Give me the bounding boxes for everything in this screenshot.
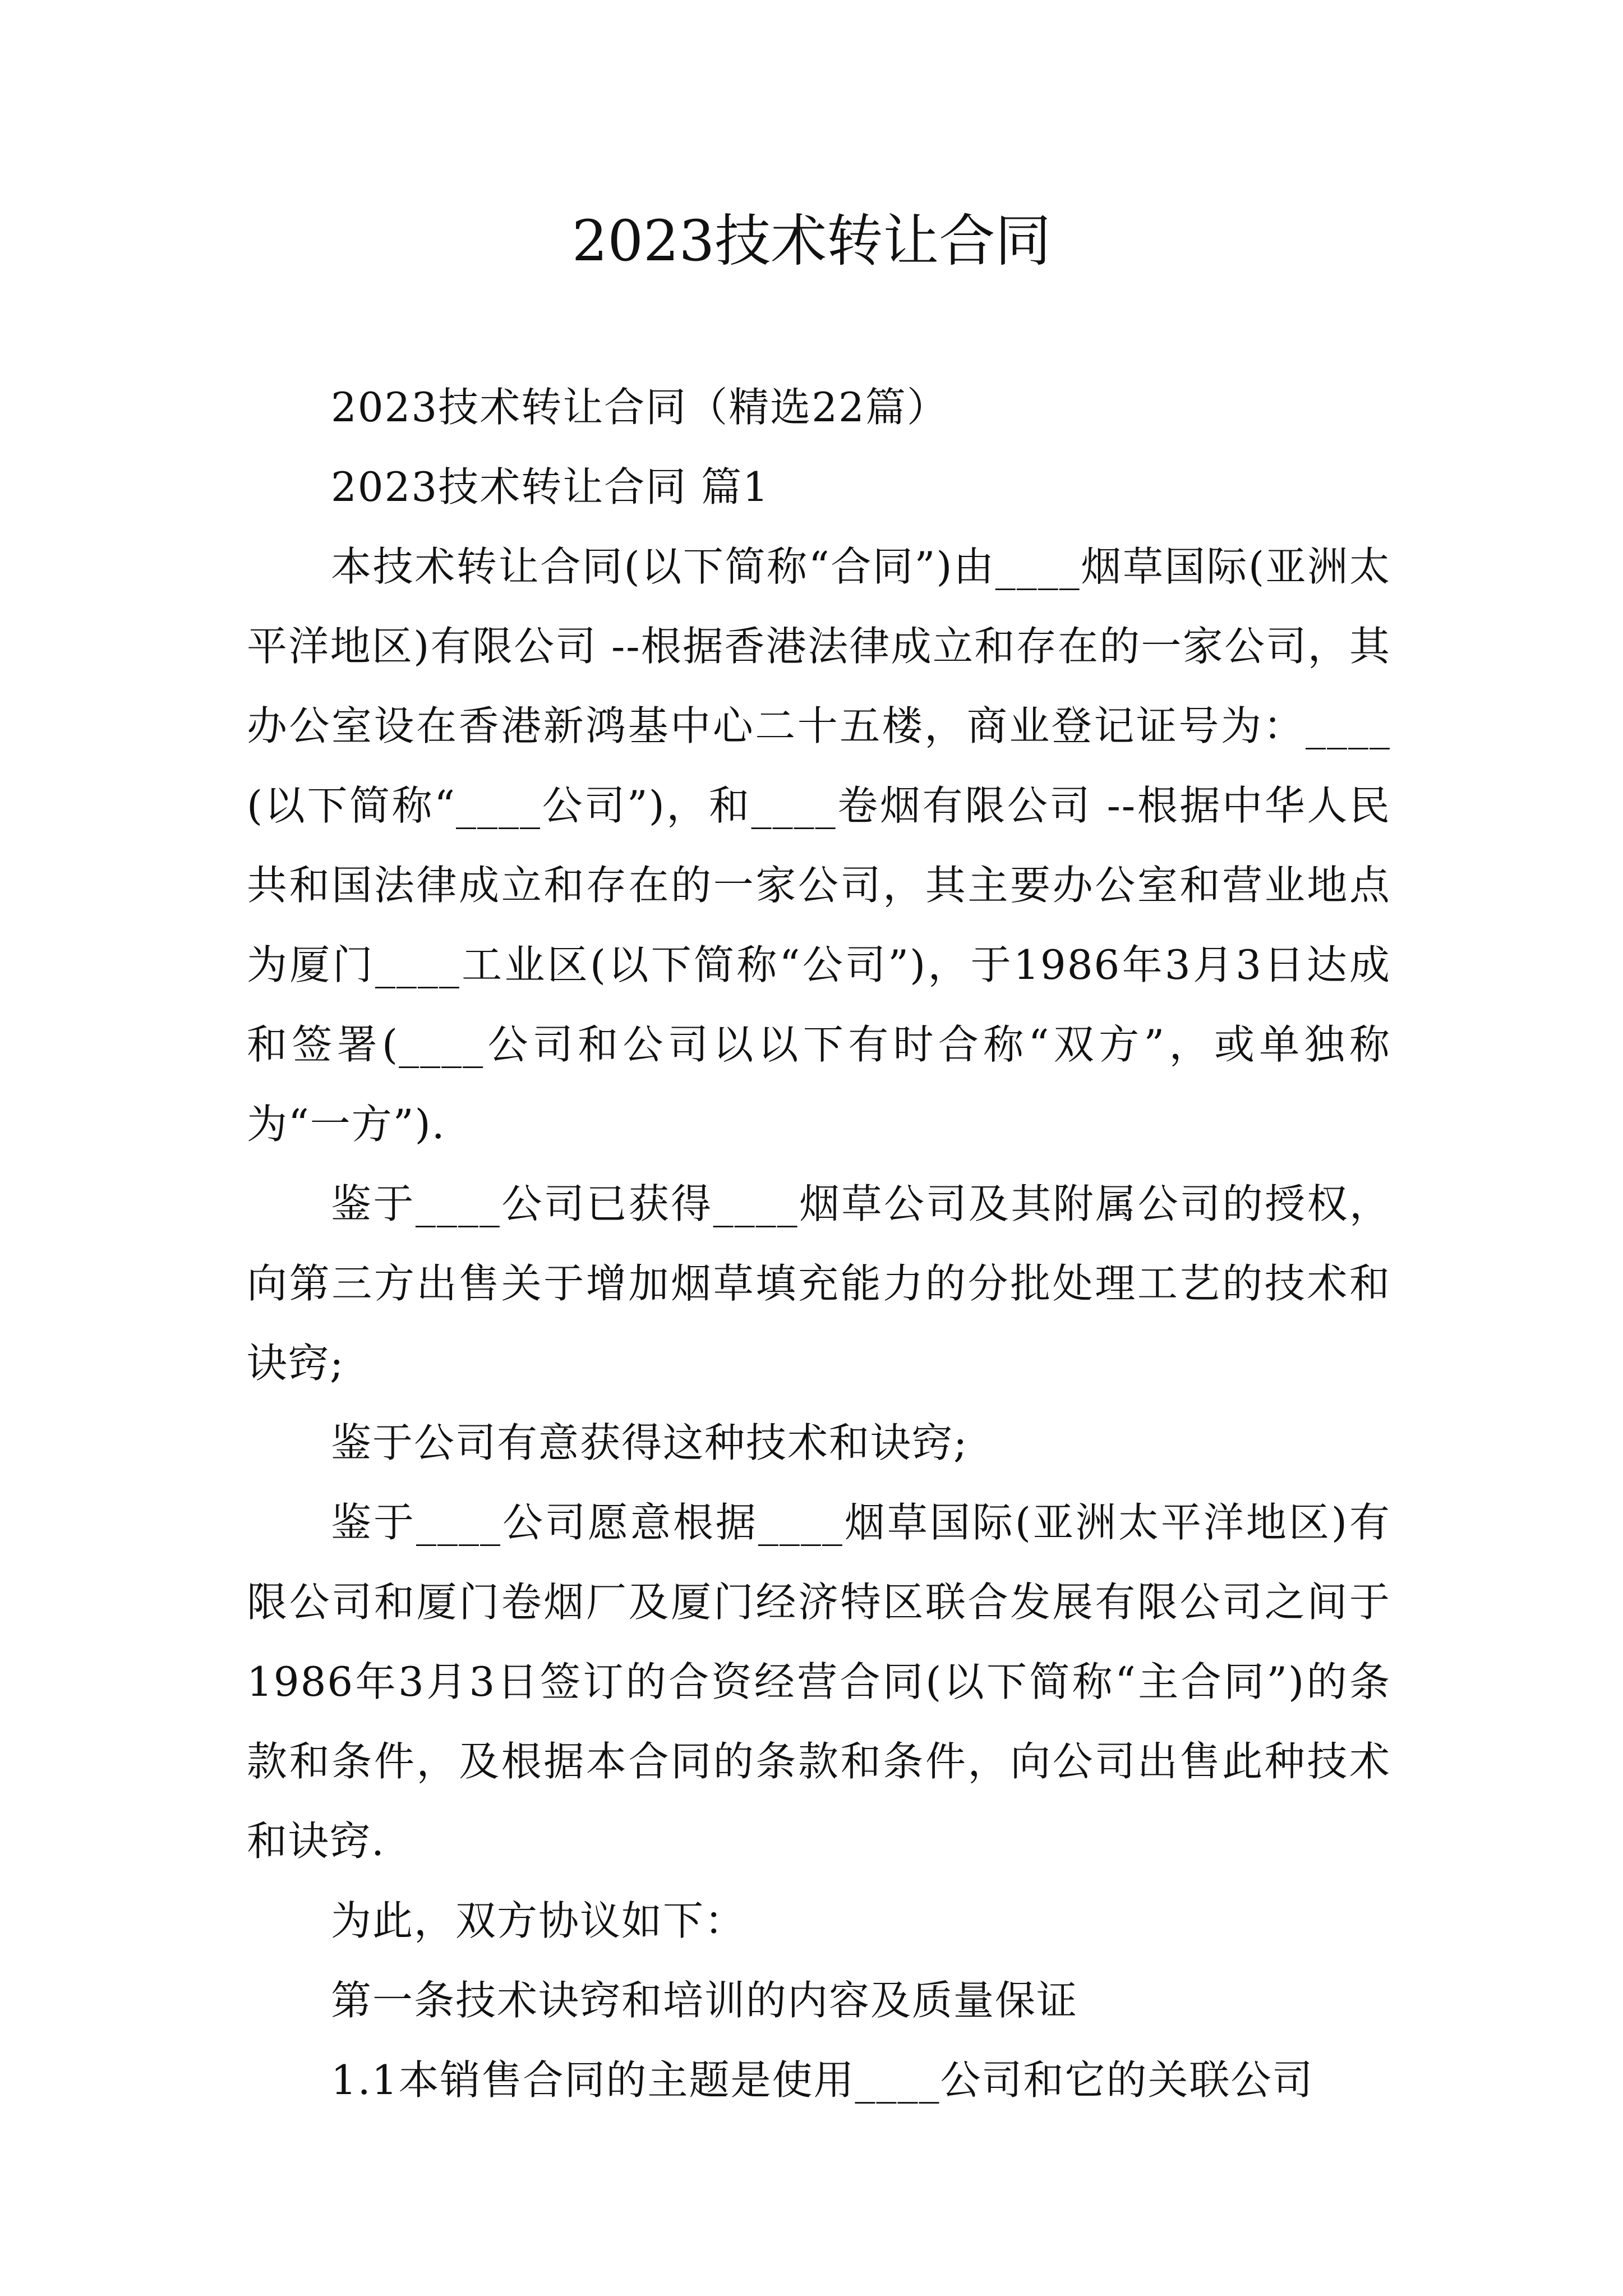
- contract-parties-paragraph: 本技术转让合同(以下简称“合同”)由____烟草国际(亚洲太平洋地区)有限公司 --根据香港法律成立和存在的一家公司，其办公室设在香港新鸿基中心二十五楼，商业登记证号为：____(以下简称“____公司”)，和____卷烟有限公司 --根据中华人民共和国法律成立和存在的一家公司，其主要办公室和营业地点为厦门____工业区(以下简称“公司”)，于1986年3月3日达成和签署(____公司和公司以以下有时合称“双方”，或单独称为“一方”).: [247, 543, 1391, 1148]
- article-1-heading: 第一条技术诀窍和培训的内容及质量保证: [331, 1977, 1078, 2024]
- agreement-intro-paragraph: 为此，双方协议如下：: [331, 1897, 746, 1944]
- whereas-paragraph-2: 鉴于公司有意获得这种技术和诀窍;: [331, 1419, 969, 1466]
- subtitle-paragraph: 2023技术转让合同（精选22篇）: [331, 384, 948, 431]
- whereas-paragraph-1: 鉴于____公司已获得____烟草公司及其附属公司的授权，向第三方出售关于增加烟草填充能力的分批处理工艺的技术和诀窍;: [247, 1180, 1391, 1387]
- whereas-paragraph-3: 鉴于____公司愿意根据____烟草国际(亚洲太平洋地区)有限公司和厦门卷烟厂及厦门经济特区联合发展有限公司之间于1986年3月3日签订的合资经营合同(以下简称“主合同”)的条款和条件，及根据本合同的条款和条件，向公司出售此种技术和诀窍.: [247, 1499, 1391, 1865]
- section-heading: 2023技术转让合同 篇1: [331, 463, 769, 510]
- clause-1-1-paragraph: 1.1本销售合同的主题是使用____公司和它的关联公司: [331, 2056, 1314, 2104]
- document-title: 2023技术转让合同: [571, 208, 1052, 274]
- document-body: [247, 367, 1391, 2120]
